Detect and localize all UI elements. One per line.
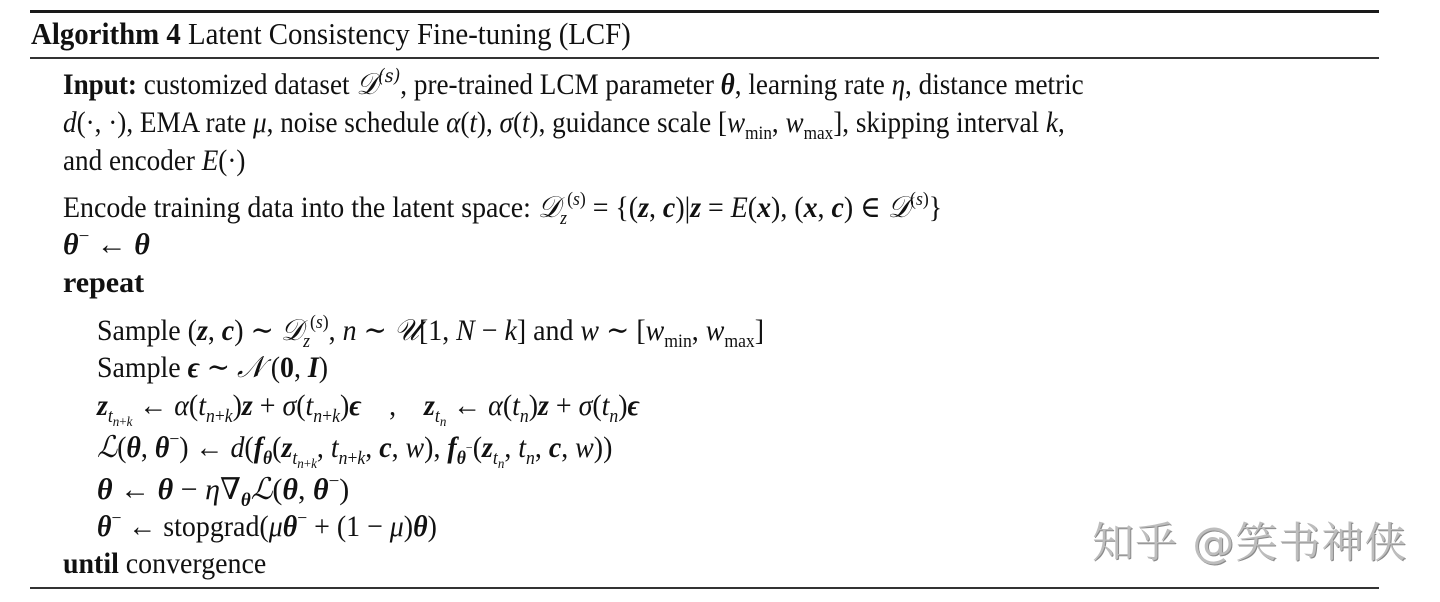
algorithm-caption bbox=[31, 14, 631, 54]
step-repeat bbox=[63, 265, 144, 301]
input-line-3: and encoder E(·) bbox=[63, 144, 246, 177]
step-noising: $z_{t_{n+k}}$ ← $\alpha(t_{n+k})z + \sigma(t_{n+k})\epsilon$ , $z_{t_n}$ ← $\alpha(t_n)z + \sigma(t_n)\epsilon$ bbox=[97, 389, 640, 430]
step-loss: ℒ(θ, θ−) ← $d(f_\theta(z_{t_{n+k}}$, $t_{n+k}$, c, w), $f_{\theta^-}(z_{t_n}$, $t_n$, c, w)) bbox=[97, 429, 613, 472]
step-grad: θ ← $\theta - \eta\nabla_\theta ℒ(\theta$, θ−) bbox=[97, 471, 350, 511]
input-text: and encoder bbox=[63, 144, 195, 177]
step-text: Encode training data into the latent space: bbox=[63, 191, 531, 224]
math-guidance: [$w_{min}$, $w_{max}$] bbox=[718, 106, 843, 144]
bottom-rule bbox=[30, 587, 1379, 589]
input-text: , guidance scale bbox=[538, 106, 712, 139]
math-eta: η bbox=[891, 68, 906, 101]
repeat-keyword: repeat bbox=[63, 266, 145, 299]
input-text: , EMA rate bbox=[126, 106, 247, 139]
watermark: 知乎 @笑书神侠 bbox=[1092, 518, 1408, 567]
step-sample-noise: Sample ϵ ∼ 𝒩 (0, I) bbox=[97, 350, 329, 385]
math-k: k bbox=[1045, 106, 1058, 139]
step-until bbox=[63, 546, 266, 582]
step-encode bbox=[63, 189, 943, 229]
caption-rule bbox=[30, 57, 1379, 59]
step-text: convergence bbox=[125, 547, 267, 580]
input-keyword: Input: bbox=[63, 68, 137, 101]
stopgrad-op: stopgrad bbox=[163, 510, 260, 543]
input-text: , noise schedule bbox=[266, 106, 440, 139]
input-text: customized dataset bbox=[143, 68, 350, 101]
step-text: Sample bbox=[97, 351, 181, 384]
step-text: Sample bbox=[97, 314, 181, 347]
math-dataset: 𝒟$^{(s)}$ bbox=[356, 65, 401, 102]
input-line-1 bbox=[63, 67, 1084, 103]
step-ema: θ− ← stopgrad(μθ− + (1 − μ)θ) bbox=[97, 508, 437, 543]
math-mu: μ bbox=[252, 106, 267, 139]
step-text: and bbox=[533, 314, 574, 347]
math-schedule: α bbox=[446, 106, 461, 139]
input-line-2: d(·, ·), EMA rate μ, noise schedule α(t), σ(t), guidance scale [$w_{min}$, $w_{max}$], skipping interval k, bbox=[63, 106, 1065, 144]
step-init-target: θ− ← θ bbox=[63, 226, 150, 261]
input-text: , distance metric bbox=[905, 68, 1084, 101]
math-encode: 𝒟$_z^{(s)}$ = {(z, c)|z = E(x), (x, c) ∈ 𝒟$^{(s)}$} bbox=[537, 189, 943, 229]
top-rule bbox=[30, 10, 1379, 13]
algorithm-label: Algorithm 4 bbox=[31, 16, 181, 51]
math-theta: θ bbox=[720, 68, 735, 101]
until-keyword: until bbox=[63, 547, 119, 580]
input-text: , skipping interval bbox=[842, 106, 1040, 139]
algorithm-title: Latent Consistency Fine-tuning (LCF) bbox=[187, 16, 631, 51]
input-text: , pre-trained LCM parameter bbox=[400, 68, 714, 101]
step-sample-data: Sample (z, c) ∼ 𝒟$_z^{(s)}$, n ∼ 𝒰[1, N − k] and w ∼ [$w_{min}$, $w_{max}$] bbox=[97, 312, 765, 352]
math-encoder: E bbox=[201, 144, 219, 177]
math-distance: d bbox=[63, 106, 77, 139]
input-text: , learning rate bbox=[734, 68, 885, 101]
